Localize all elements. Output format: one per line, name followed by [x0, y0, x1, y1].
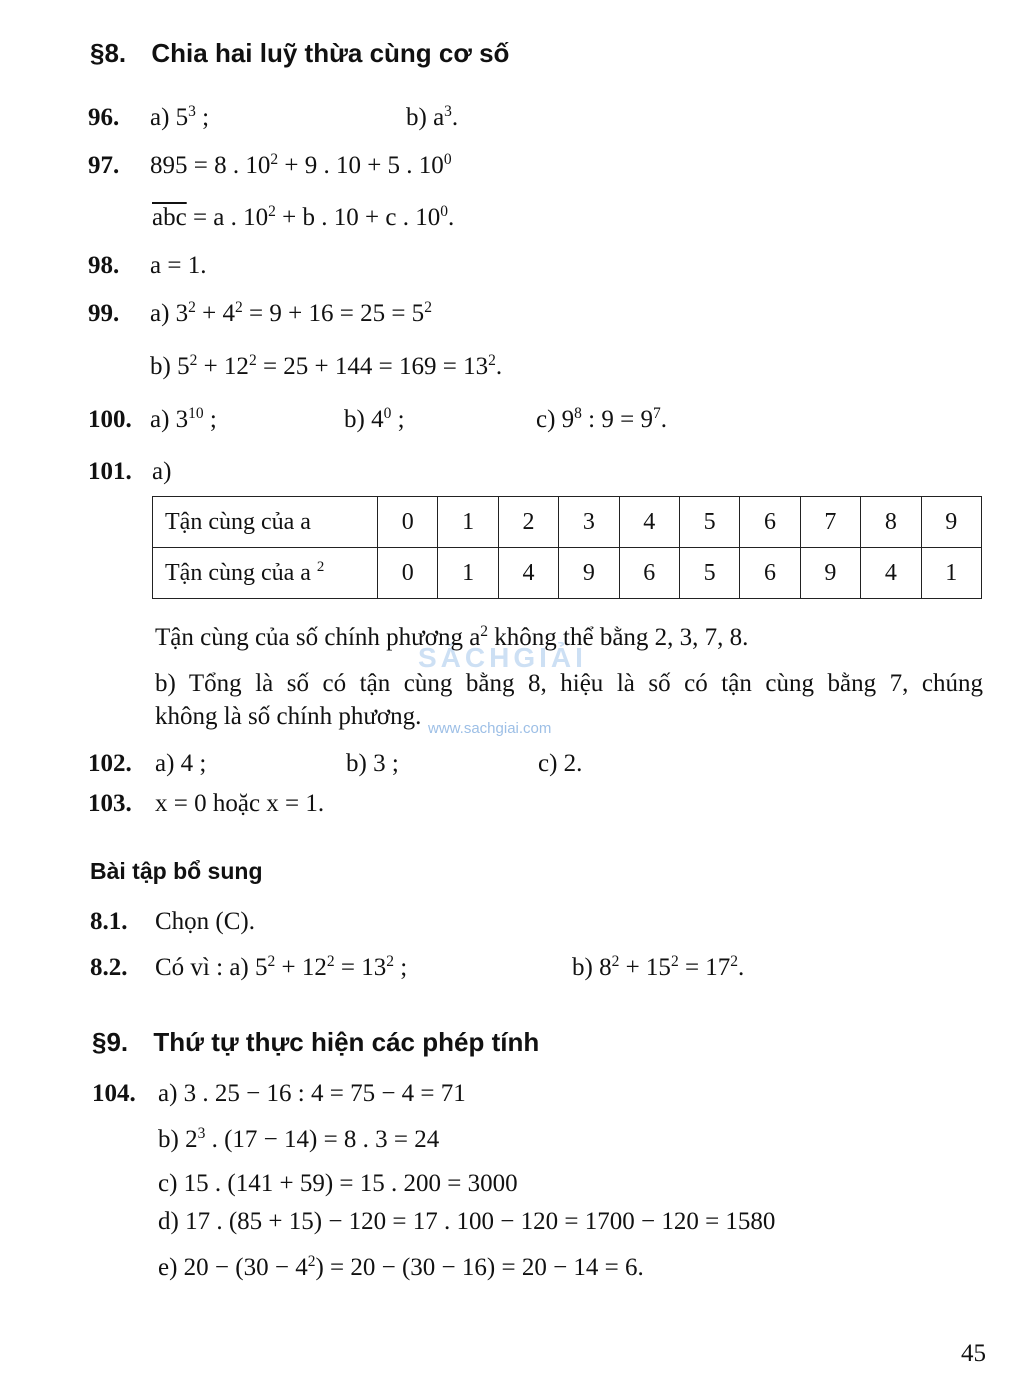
answer-b: b) $2^3$ . (17 − 14) = 8 . 3 = 24: [158, 1124, 440, 1153]
table-cell: 1: [438, 497, 498, 548]
table-cell: 9: [921, 497, 981, 548]
problem-number: 97.: [88, 152, 120, 179]
table-cell: 0: [378, 497, 438, 548]
table-cell: 3: [559, 497, 619, 548]
problem-number: 8.2.: [90, 954, 128, 981]
section-number: §9.: [92, 1027, 129, 1057]
extra-heading: Bài tập bổ sung: [90, 858, 263, 884]
answer-a: a) $3^2 + 4^2 = 9 + 16 = 25 = 5^2$: [150, 298, 432, 327]
equation-line: $\overline{abc} = a$ . $10^2 + b$ . 10 + c . $10^0$.: [152, 202, 455, 231]
table-cell: 1: [921, 548, 981, 599]
table-cell: 7: [800, 497, 860, 548]
table-cell: 1: [438, 548, 498, 599]
row-header: Tận cùng của a: [153, 497, 378, 548]
problem-number: 101.: [88, 458, 132, 485]
watermark-url: www.sachgiai.com: [428, 720, 552, 737]
page-number: 45: [961, 1340, 986, 1367]
table-cell: 0: [378, 548, 438, 599]
answer-b: b) $a^3$.: [406, 102, 459, 131]
table-cell: 9: [559, 548, 619, 599]
note-line: Tận cùng của số chính phương $a^2$ không thể bằng 2, 3, 7, 8.: [155, 622, 749, 651]
section-title: Chia hai luỹ thừa cùng cơ số: [151, 38, 510, 68]
answer-a: a) 3 . 25 − 16 : 4 = 75 − 4 = 71: [158, 1080, 466, 1107]
table-cell: 5: [679, 497, 739, 548]
answer-c: c) 15 . (141 + 59) = 15 . 200 = 3000: [158, 1170, 518, 1197]
watermark-logo: SÁCHGIẢI: [418, 642, 587, 673]
part-a-label: a): [152, 458, 172, 485]
table-cell: 8: [861, 497, 921, 548]
table-cell: 4: [861, 548, 921, 599]
answer-b: b) $5^2 + 12^2 = 25 + 144 = 169 = 13^2$.: [150, 351, 503, 380]
row-header: Tận cùng của a $^2$: [153, 548, 378, 599]
table-cell: 6: [619, 548, 679, 599]
answer-c: c) $9^8$ : $9 = 9^7$.: [536, 404, 667, 433]
table-cell: 6: [740, 548, 800, 599]
answer-a: a) $3^{10}$ ;: [150, 404, 217, 433]
section-9-heading: [92, 1027, 539, 1058]
answer-d: d) 17 . (85 + 15) − 120 = 17 . 100 − 120 = 1700 − 120 = 1580: [158, 1208, 776, 1235]
answer-e: e) $20 - (30 - 4^2) = 20 - (30 - 16) = 20 - 14 = 6$.: [158, 1252, 644, 1281]
equation-line: 895 = 8 . $10^2 + 9$ . 10 + 5 . $10^0$: [150, 150, 452, 179]
section-number: §8.: [90, 38, 127, 68]
table-cell: 2: [498, 497, 558, 548]
answer-b: b) $8^2 + 15^2 = 17^2$.: [572, 952, 745, 981]
table-cell: 5: [679, 548, 739, 599]
answer-b: b) $4^0$ ;: [344, 404, 405, 433]
problem-number: 96.: [88, 104, 120, 131]
answer-a: a) 4 ;: [155, 750, 207, 777]
answer: x = 0 hoặc x = 1.: [155, 790, 325, 817]
answer-c: c) 2.: [538, 750, 583, 777]
answer-b: b) 3 ;: [346, 750, 399, 777]
problem-number: 8.1.: [90, 908, 128, 935]
problem-number: 99.: [88, 300, 120, 327]
table-cell: 9: [800, 548, 860, 599]
problem-number: 100.: [88, 406, 132, 433]
part-b-line: b) Tổng là số có tận cùng bằng 8, hiệu là số có tận cùng bằng 7, chúng: [155, 670, 983, 697]
table-row: [153, 548, 982, 599]
answer: a = 1.: [150, 252, 207, 279]
problem-number: 98.: [88, 252, 120, 279]
problem-number: 103.: [88, 790, 132, 817]
answer-a: Có vì : a) $5^2 + 12^2 = 13^2$ ;: [155, 952, 408, 981]
section-8-heading: [90, 38, 509, 69]
table-cell: 4: [498, 548, 558, 599]
problem-number: 104.: [92, 1080, 136, 1107]
table-cell: 6: [740, 497, 800, 548]
part-b-line: không là số chính phương.: [155, 703, 422, 730]
problem-number: 102.: [88, 750, 132, 777]
section-title: Thứ tự thực hiện các phép tính: [153, 1027, 540, 1057]
table-row: [153, 497, 982, 548]
answer: Chọn (C).: [155, 908, 255, 935]
answer-a: a) $5^3$ ;: [150, 102, 210, 131]
last-digit-table: [152, 496, 982, 599]
table-cell: 4: [619, 497, 679, 548]
